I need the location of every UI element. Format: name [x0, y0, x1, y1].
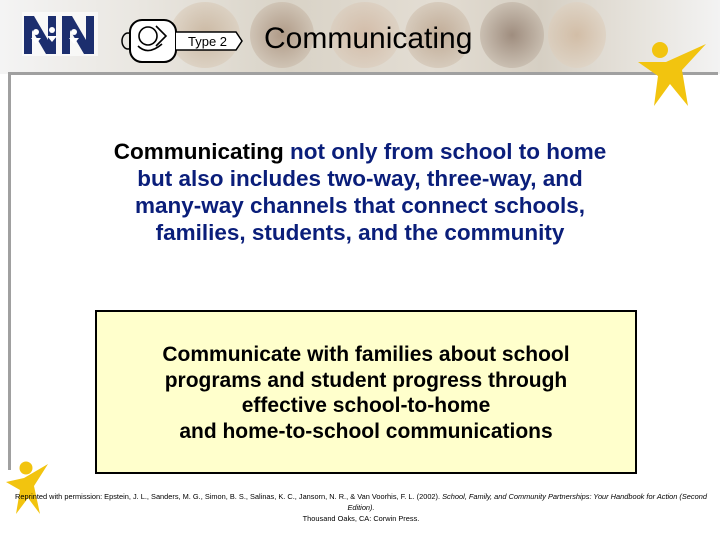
definition-line: effective school-to-home — [241, 394, 491, 417]
citation-title: School, Family, and Community Partnerships: Your Handbook for Action (Second Edition). — [347, 492, 707, 512]
statement-line3: many-way channels that connect schools, — [134, 193, 586, 218]
statement-line1: not only from school to home — [290, 139, 607, 164]
type-badge-label: Type 2 — [188, 34, 228, 49]
statement-lead: Communicating — [113, 139, 284, 164]
statement-line2: but also includes two-way, three-way, and — [137, 166, 583, 191]
yellow-star-person-icon — [636, 40, 710, 113]
definition-box — [95, 310, 637, 474]
nnps-logo-icon — [22, 12, 98, 61]
main-statement — [40, 138, 680, 246]
page-title: Communicating — [264, 22, 473, 55]
banner-photo — [548, 2, 606, 68]
banner-photo — [480, 2, 544, 68]
definition-line: and home-to-school communications — [179, 419, 553, 443]
statement-line4: families, students, and the community — [155, 220, 565, 245]
citation-authors: Reprinted with permission: Epstein, J. L., Sanders, M. G., Simon, B. S., Salinas, K. C., Jansorn, N. R., & Van Voorhis, F. L. (2002). — [15, 492, 441, 501]
definition-line: programs and student progress through — [164, 368, 568, 392]
citation — [4, 491, 718, 524]
citation-publisher: Thousand Oaks, CA: Corwin Press. — [302, 514, 420, 523]
definition-line: Communicate with families about school — [162, 343, 570, 366]
type-badge-icon — [118, 16, 248, 71]
definition-text — [97, 342, 635, 444]
